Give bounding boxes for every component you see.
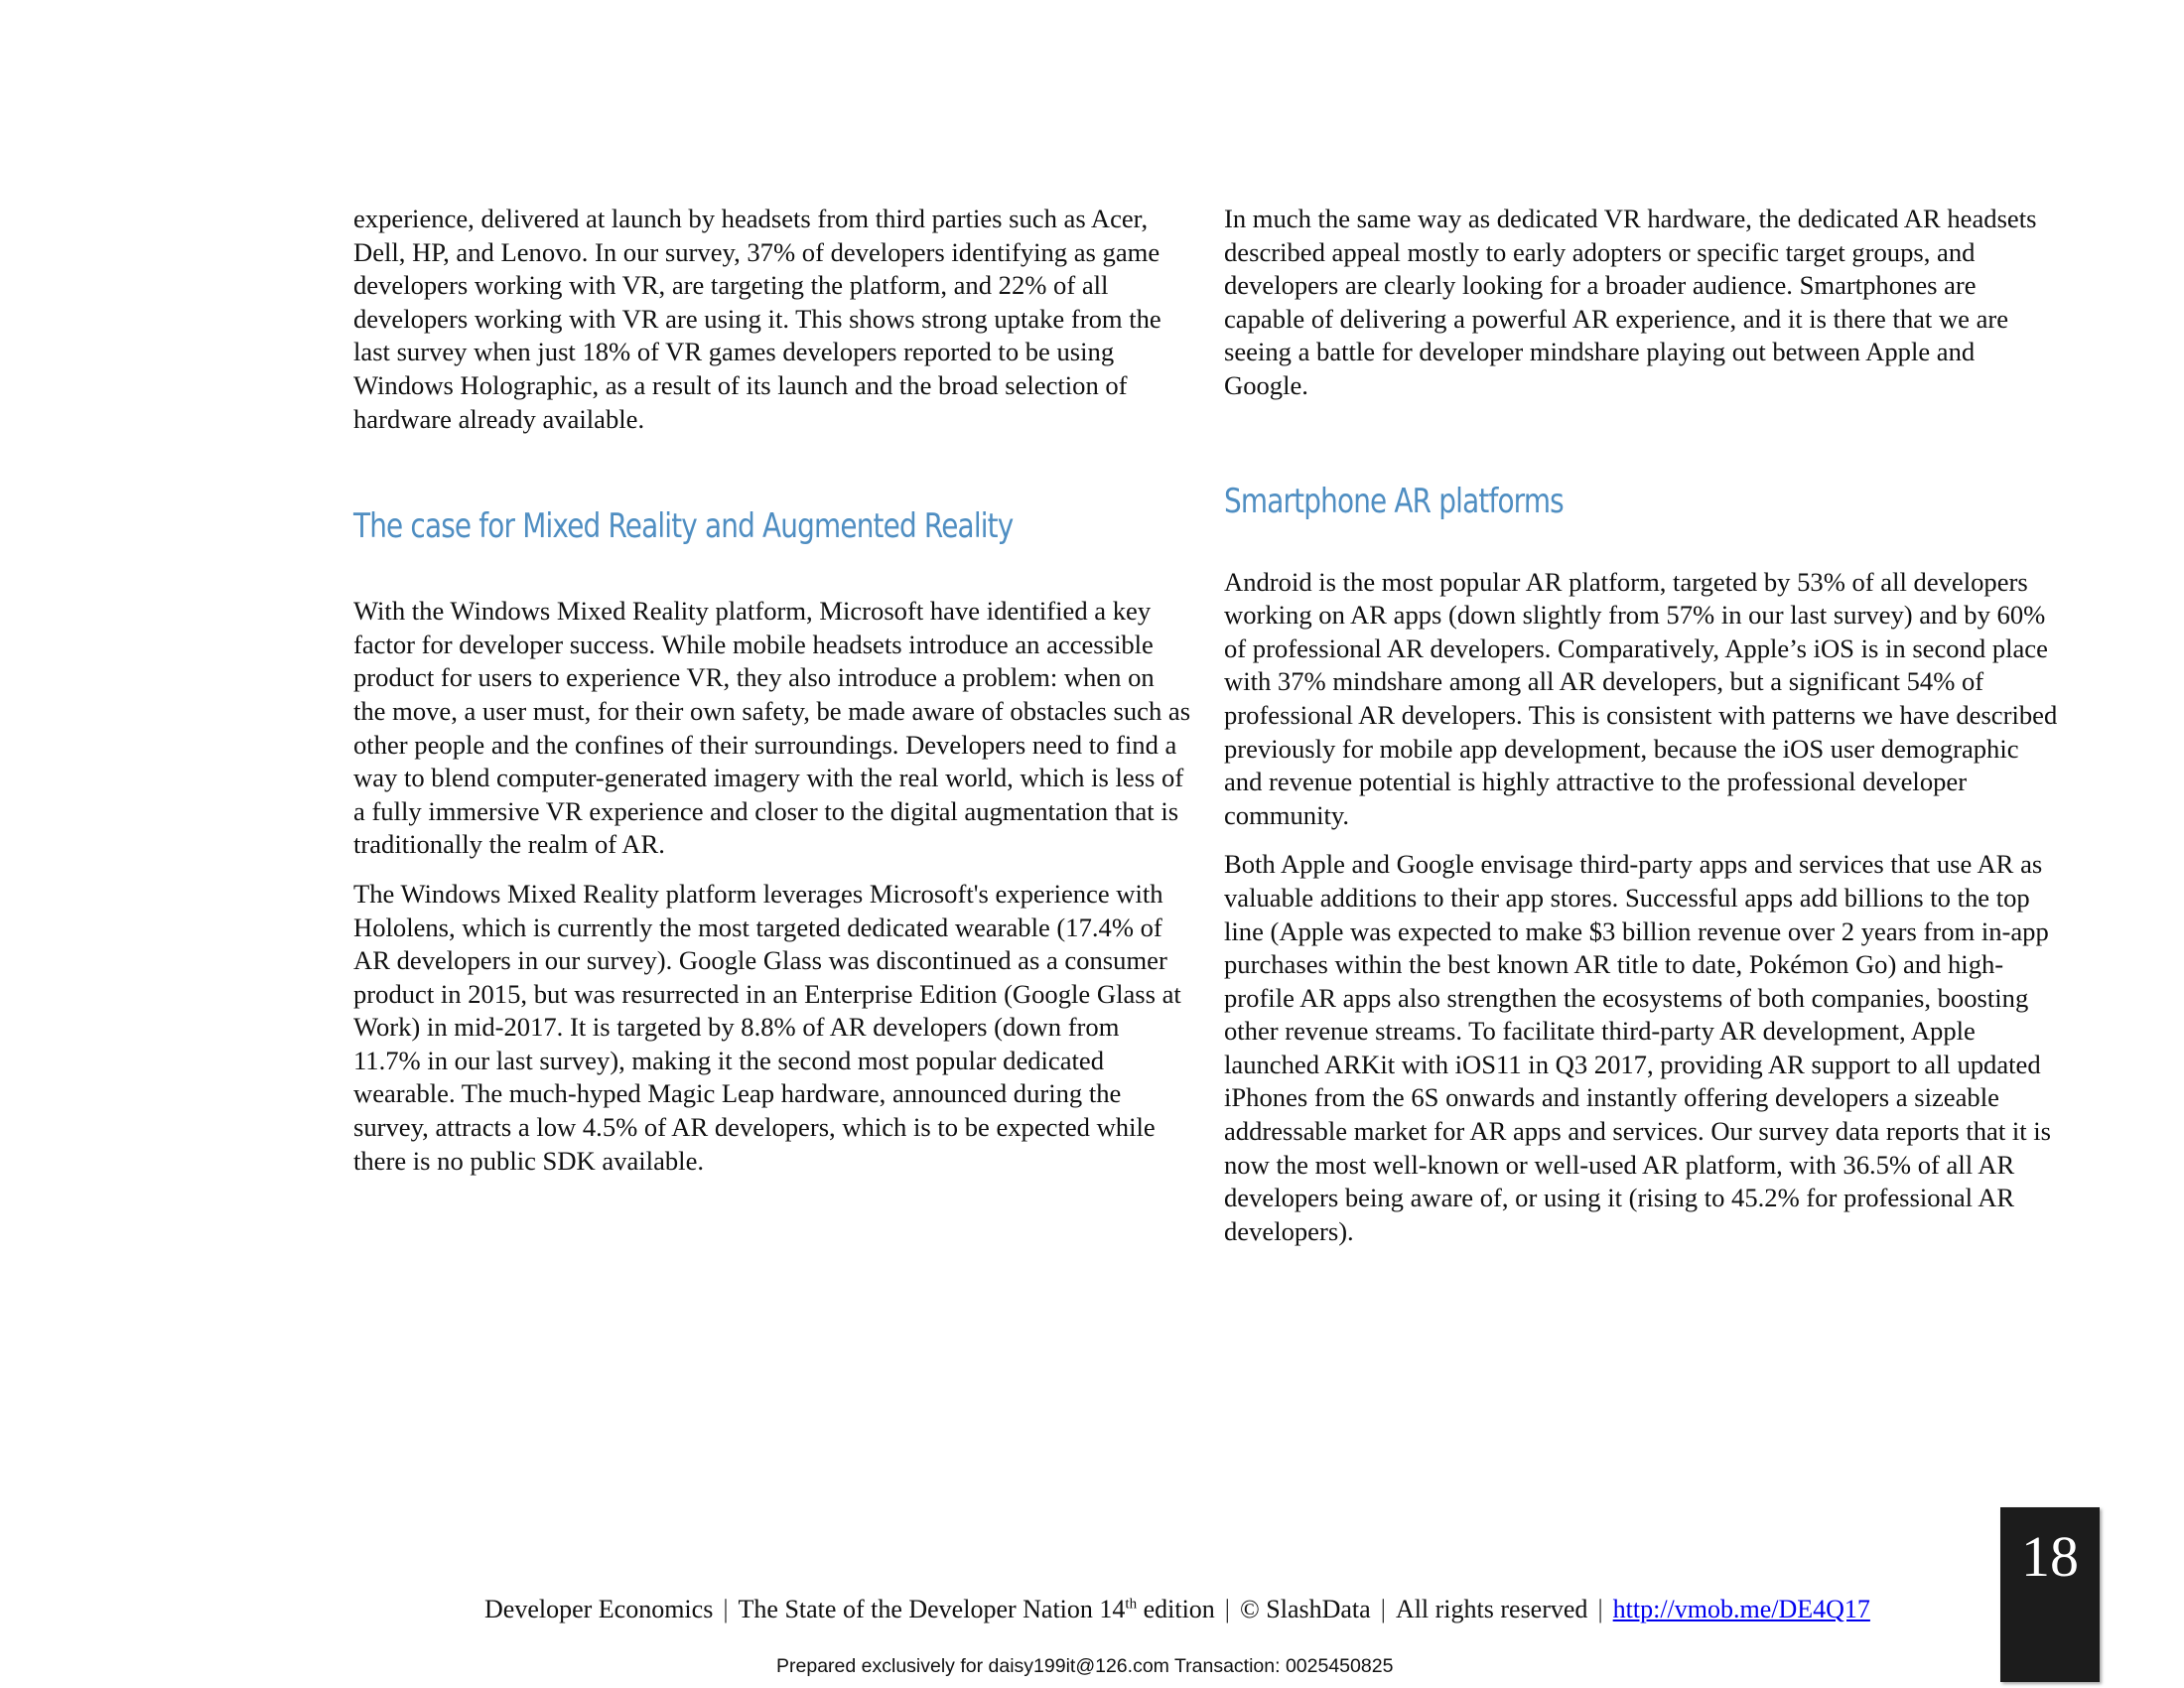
right-column [1224, 203, 2058, 1264]
footer-edition-suffix: th [1125, 1596, 1138, 1613]
page-number: 18 [2021, 1524, 2079, 1589]
footer-edition-word: edition [1143, 1595, 1215, 1623]
footer [484, 1593, 1870, 1626]
footer-publication: Developer Economics [484, 1595, 714, 1623]
footer-separator: | [1224, 1595, 1231, 1623]
right-intro-paragraph: In much the same way as dedicated VR hardware, the dedicated AR headsets described appeal mostly to early adopters or specific target groups, and developers are clearly looking for a broader audience. Smartphones are capable of delivering a powerful AR experience, and it is there that we are seeing a battle for developer mindshare playing out between Apple and Google. [1224, 204, 2037, 400]
footer-rights: All rights reserved [1395, 1595, 1588, 1623]
footer-link[interactable]: http://vmob.me/DE4Q17 [1612, 1595, 1870, 1623]
prepared-for-notice: Prepared exclusively for daisy199it@126.com Transaction: 0025450825 [776, 1655, 1394, 1677]
page-number-box [2000, 1507, 2100, 1682]
right-paragraph-1: Android is the most popular AR platform, targeted by 53% of all developers working on AR apps (down slightly from 57% in our last survey) and by 60% of professional AR developers. Comparatively, Apple’s iOS is in second place with 37% mindshare among all AR developers, but a significant 54% of professional AR developers. This is consistent with patterns we have described previously for mobile app development, because the iOS user demographic and revenue potential is highly attractive to the professional developer community. [1224, 566, 2058, 830]
footer-separator: | [723, 1595, 729, 1623]
right-paragraph-2: Both Apple and Google envisage third-party apps and services that use AR as valuable additions to their app stores. Successful apps add billions to the top line (Apple was expected to make $3 billion revenue over 2 years from in-app purchases within the best known AR title to date, Pokémon Go) and high-profile AR apps also strengthen the ecosystems of both companies, boosting other revenue streams. To facilitate third-party AR development, Apple launched ARKit with iOS11 in Q3 2017, providing AR support to all updated iPhones from the 6S onwards and instantly offering developers a sizeable addressable market for AR apps and services. Our survey data reports that it is now the most well-known or well-used AR platform, with 36.5% of all AR developers being aware of, or using it (rising to 45.2% for professional AR developers). [1224, 849, 2052, 1246]
footer-report-title: The State of the Developer Nation 14 [738, 1595, 1126, 1623]
section-heading-smartphone-ar: Smartphone AR platforms [1224, 481, 1564, 521]
left-column [353, 203, 1192, 1194]
footer-separator: | [1597, 1595, 1603, 1623]
footer-copyright: © SlashData [1240, 1595, 1371, 1623]
section-heading-mixed-reality: The case for Mixed Reality and Augmented Reality [353, 506, 1014, 547]
footer-separator: | [1380, 1595, 1386, 1623]
left-intro-paragraph: experience, delivered at launch by headsets from third parties such as Acer, Dell, HP, and Lenovo. In our survey, 37% of developers identifying as game developers working with VR, are targeting the platform, and 22% of all developers working with VR are using it. This shows strong uptake from the last survey when just 18% of VR games developers reported to be using Windows Holographic, as a result of its launch and the broad selection of hardware already available. [353, 204, 1161, 434]
left-paragraph-1: With the Windows Mixed Reality platform, Microsoft have identified a key factor for developer success. While mobile headsets introduce an accessible product for users to experience VR, they also introduce a problem: when on the move, a user must, for their own safety, be made aware of obstacles such as other people and the confines of their surroundings. Developers need to find a way to blend computer-generated imagery with the real world, which is less of a fully immersive VR experience and closer to the digital augmentation that is traditionally the realm of AR. [353, 596, 1191, 860]
left-paragraph-2: The Windows Mixed Reality platform leverages Microsoft's experience with Hololens, which is currently the most targeted dedicated wearable (17.4% of AR developers in our survey). Google Glass was discontinued as a consumer product in 2015, but was resurrected in an Enterprise Edition (Google Glass at Work) in mid-2017. It is targeted by 8.8% of AR developers (down from 11.7% in our last survey), making it the second most popular dedicated wearable. The much-hyped Magic Leap hardware, announced during the survey, attracts a low 4.5% of AR developers, which is to be expected while there is no public SDK available. [353, 878, 1181, 1176]
